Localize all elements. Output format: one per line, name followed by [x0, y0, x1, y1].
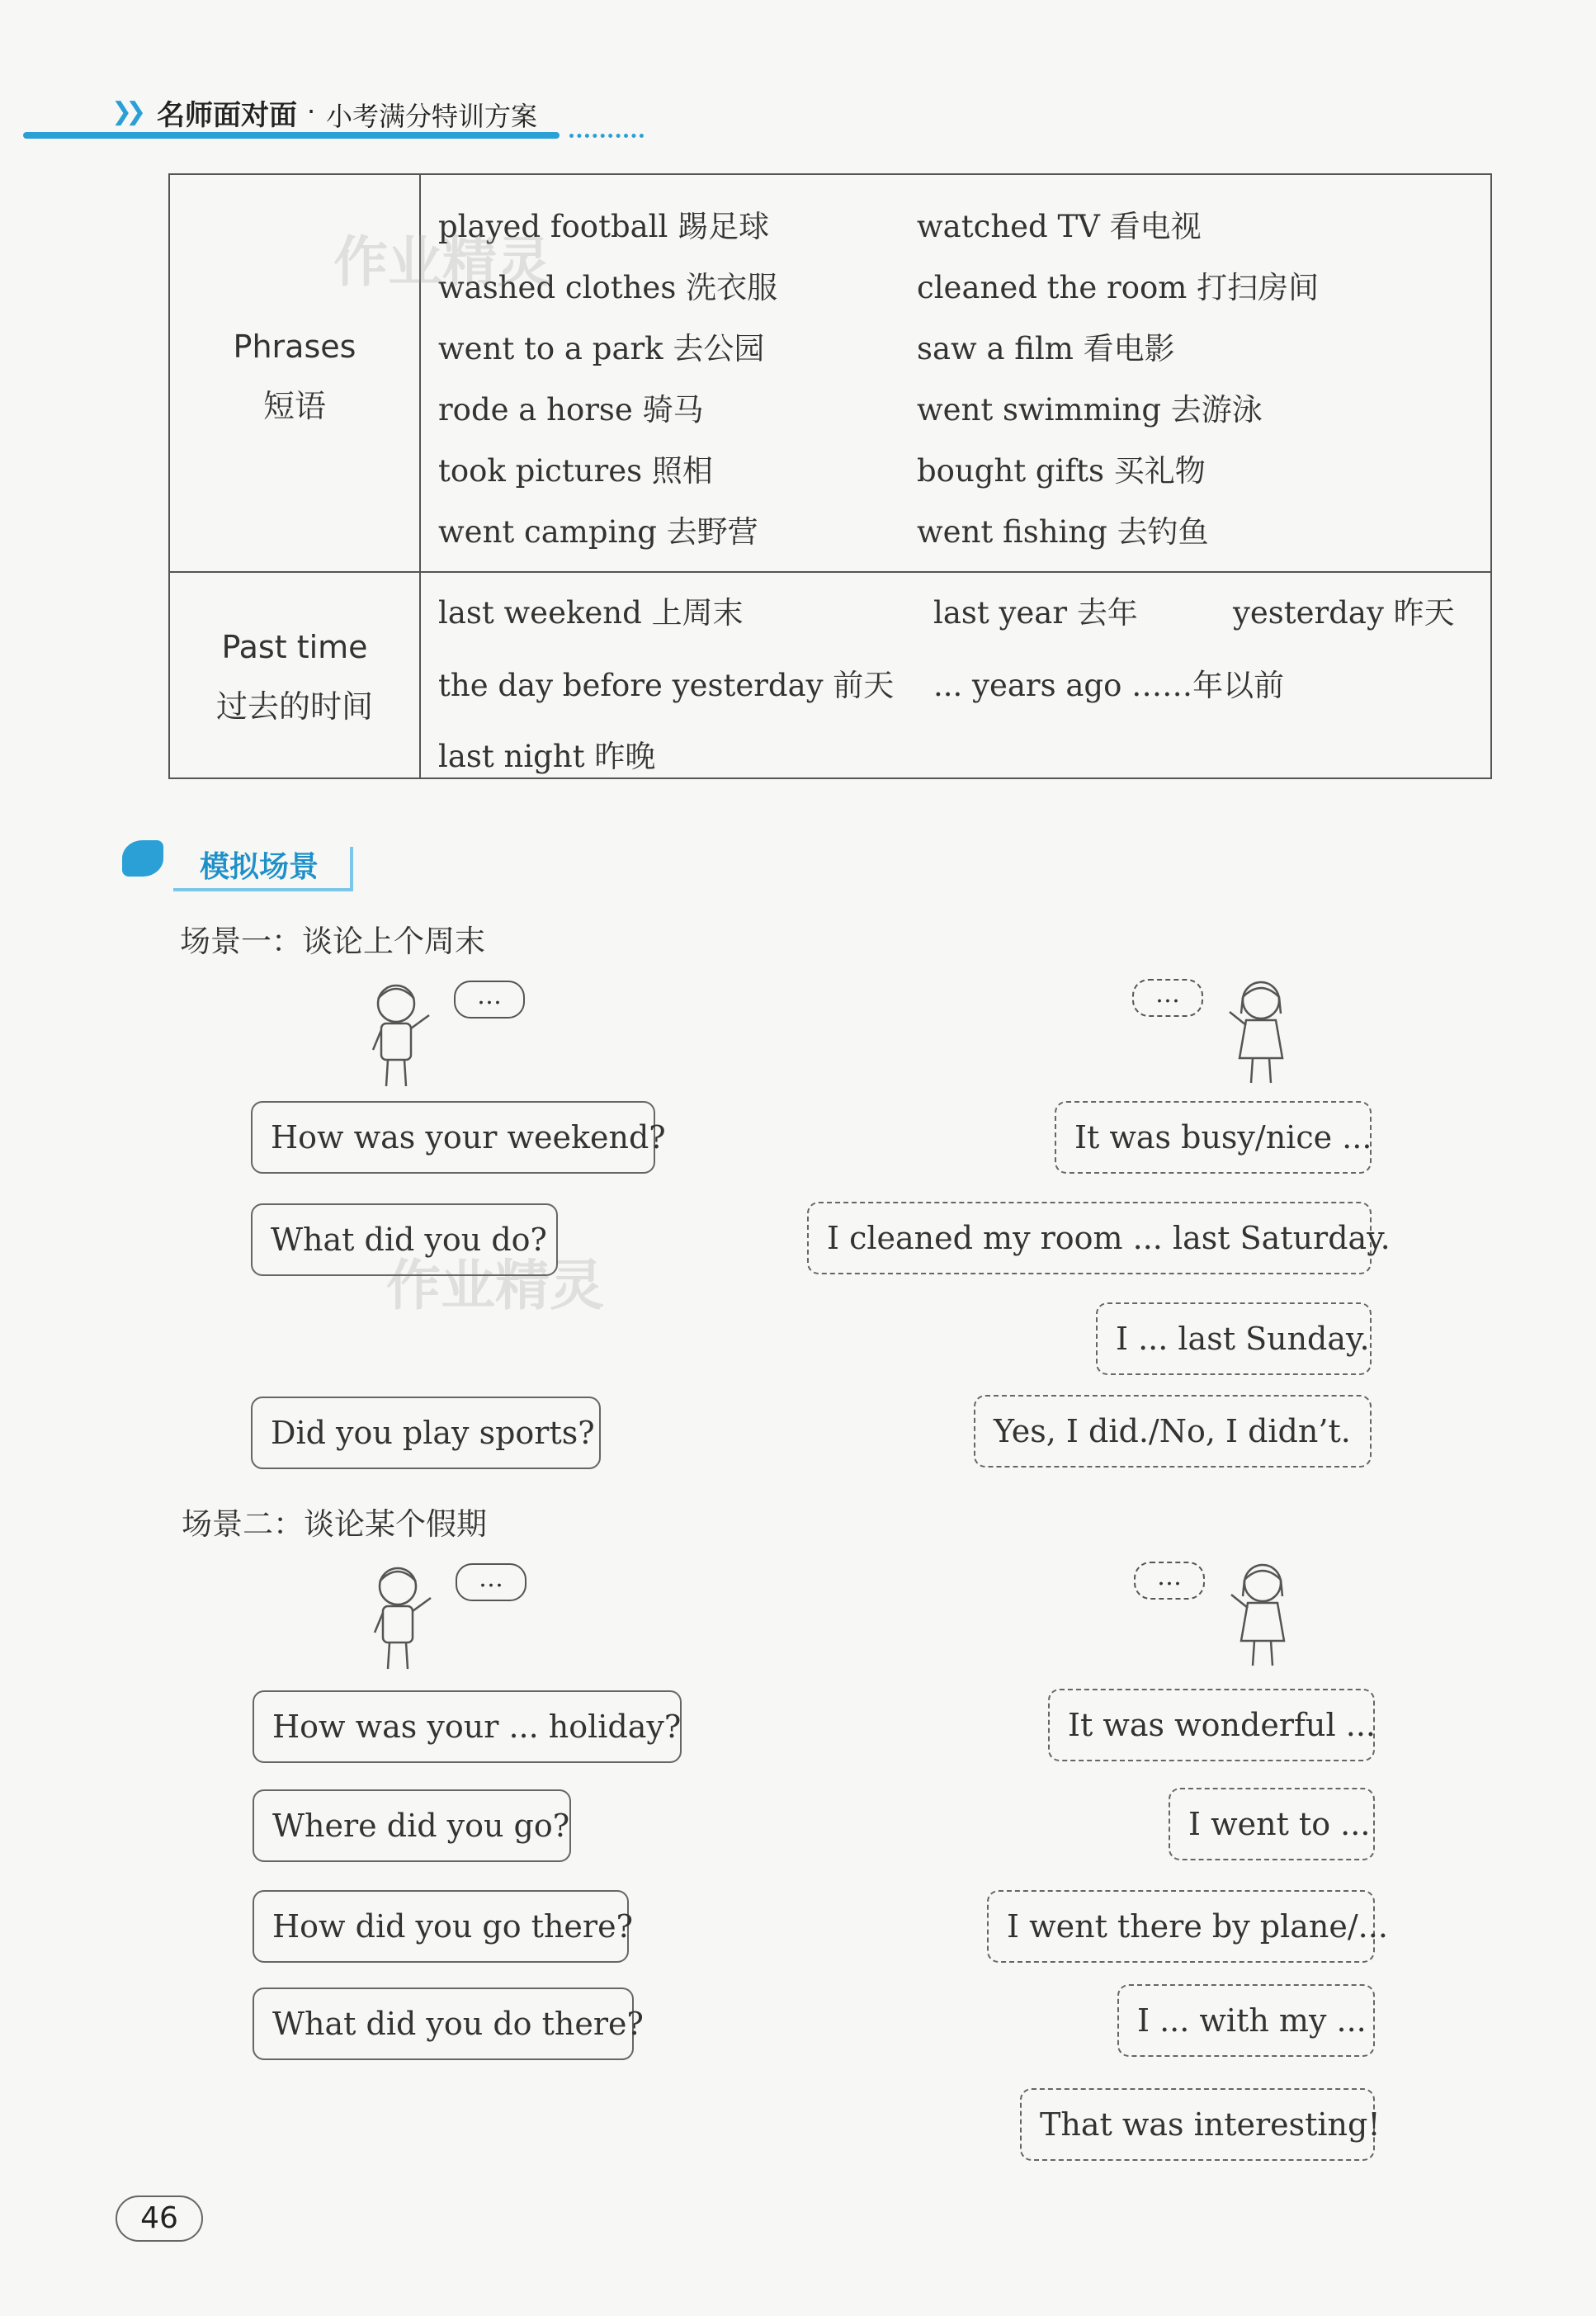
question-bubble: How was your weekend?: [251, 1101, 655, 1174]
watermark: 作业精灵: [386, 1254, 604, 1317]
girl-figure: [1215, 976, 1297, 1086]
phrase-cell: bought gifts 买礼物: [917, 453, 1206, 489]
phrases-label-zh: 短语: [262, 388, 326, 424]
header-rule: [23, 132, 560, 139]
girl-speech-bubble: …: [1134, 1562, 1205, 1600]
phrase-cell: went camping 去野营: [438, 514, 758, 550]
header-arrows-icon: ❯❯: [111, 97, 140, 126]
table-divider-horizontal: [170, 571, 1490, 573]
answer-bubble: I went to ...: [1169, 1788, 1375, 1860]
question-bubble: How was your ... holiday?: [253, 1690, 682, 1763]
answer-bubble: I ... last Sunday.: [1096, 1302, 1372, 1375]
time-cell: the day before yesterday 前天: [438, 668, 895, 703]
question-bubble: Did you play sports?: [251, 1397, 601, 1469]
boy-speech-bubble: …: [456, 1563, 526, 1601]
boy-speech-bubble: …: [454, 981, 525, 1019]
time-cell: last weekend 上周末: [438, 595, 744, 631]
answer-bubble: It was busy/nice ...: [1055, 1101, 1372, 1174]
question-bubble: How did you go there?: [253, 1890, 629, 1963]
past-time-label-en: Past time: [221, 629, 368, 665]
phrase-cell: went fishing 去钓鱼: [917, 514, 1209, 550]
header-separator: ·: [307, 96, 316, 127]
boy-figure: [365, 1562, 447, 1672]
phrase-cell: washed clothes 洗衣服: [438, 270, 778, 305]
girl-speech-bubble: …: [1132, 979, 1203, 1017]
scene1-title: 场景一：谈论上个周末: [180, 924, 485, 959]
answer-bubble: That was interesting!: [1020, 2088, 1375, 2161]
answer-bubble: Yes, I did./No, I didn’t.: [974, 1395, 1372, 1468]
phrase-cell: rode a horse 骑马: [438, 392, 704, 428]
header-dots: [569, 134, 644, 142]
phrase-cell: took pictures 照相: [438, 453, 713, 489]
phrase-cell: went to a park 去公园: [438, 331, 765, 366]
answer-bubble: I ... with my ...: [1117, 1984, 1375, 2057]
past-time-label: [170, 617, 419, 736]
phrase-cell: cleaned the room 打扫房间: [917, 270, 1320, 305]
question-bubble: What did you do there?: [253, 1988, 634, 2060]
past-time-label-zh: 过去的时间: [215, 688, 373, 725]
book-title: 名师面对面: [157, 99, 297, 132]
page-number: 46: [116, 2195, 203, 2242]
section-underline: [173, 888, 353, 891]
phrase-cell: saw a film 看电影: [917, 331, 1175, 366]
phrase-cell: watched TV 看电视: [917, 209, 1202, 244]
answer-bubble: I went there by plane/...: [987, 1890, 1375, 1963]
answer-bubble: It was wonderful ...: [1048, 1689, 1375, 1761]
book-subtitle: 小考满分特训方案: [326, 101, 538, 132]
time-cell: last night 昨晚: [438, 739, 656, 774]
time-cell: last year 去年: [933, 595, 1138, 631]
phrase-cell: played football 踢足球: [438, 209, 770, 244]
time-cell: yesterday 昨天: [1233, 595, 1455, 631]
time-cell: ... years ago ……年以前: [933, 668, 1285, 703]
scene2-title: 场景二：谈论某个假期: [182, 1506, 487, 1542]
girl-figure: [1216, 1558, 1299, 1669]
section-bar: [350, 847, 353, 888]
answer-bubble: I cleaned my room ... last Saturday.: [807, 1202, 1372, 1274]
section-title: 模拟场景: [200, 850, 319, 884]
question-bubble: Where did you go?: [253, 1789, 571, 1862]
leaf-icon: [122, 840, 163, 877]
watermark: 作业精灵: [333, 230, 551, 294]
boy-figure: [363, 979, 446, 1089]
phrases-label: [170, 317, 419, 436]
phrases-label-en: Phrases: [233, 328, 357, 365]
question-bubble: What did you do?: [251, 1203, 558, 1276]
phrase-cell: went swimming 去游泳: [917, 392, 1263, 428]
